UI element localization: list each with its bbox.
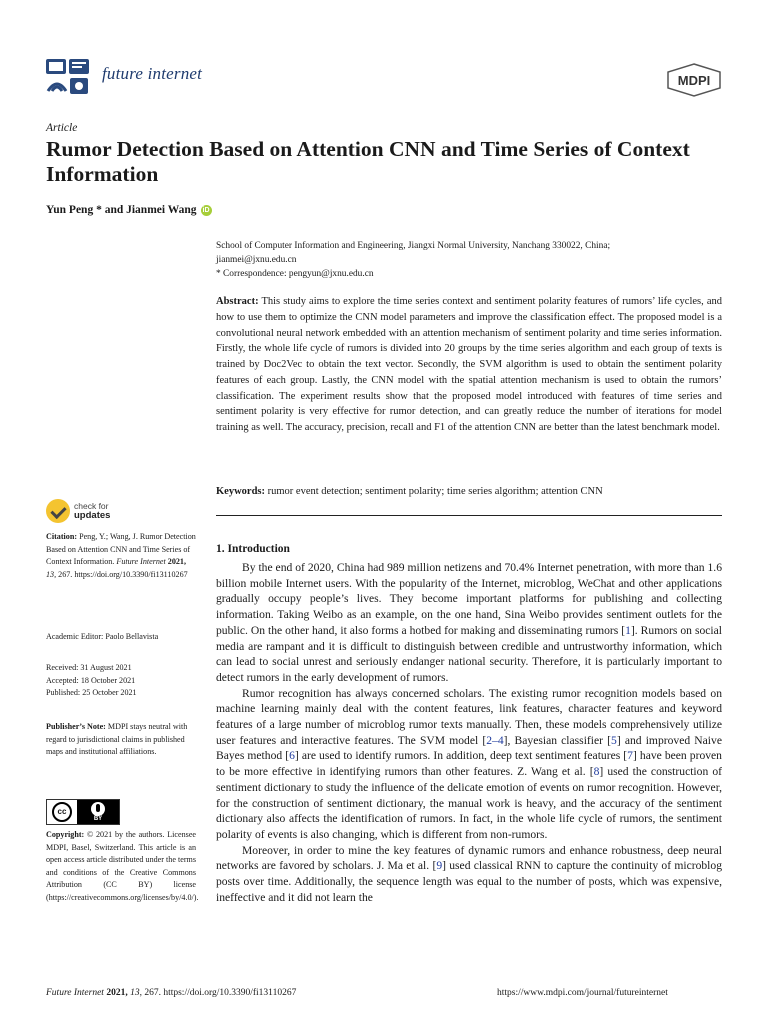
check-line-1: check for <box>74 501 109 511</box>
mdpi-logo[interactable] <box>666 63 722 97</box>
cc-icon: cc <box>52 802 72 822</box>
orcid-icon[interactable]: iD <box>202 206 210 214</box>
dates <box>46 662 196 700</box>
journal-name: future internet <box>102 64 203 83</box>
citation-link[interactable]: 7 <box>627 749 633 763</box>
citation-link[interactable]: 1 <box>625 623 631 637</box>
citation-link[interactable]: 6 <box>289 749 295 763</box>
divider <box>216 515 722 516</box>
citation-journal: Future Internet <box>116 557 166 567</box>
publisher-note <box>46 721 196 759</box>
citation-text: Peng, Y.; Wang, J. Rumor Detection Based on Attention CNN and Time Series of Context Information. <box>46 532 196 567</box>
citation-link[interactable]: 5 <box>611 733 617 747</box>
footer-journal: Future Internet <box>46 988 104 998</box>
correspondence: * Correspondence: pengyun@jxnu.edu.cn <box>216 269 374 279</box>
citation-link[interactable]: 9 <box>436 859 443 873</box>
received-date: Received: 31 August 2021 <box>46 663 132 672</box>
paragraph: By the end of 2020, China had 989 million netizens and 70.4% Internet penetration, with more than 1.6 billion mobile Internet users. With the popularity of the Internet, microblog, WeChat and other applications gradually occupy people’s lives. They become important platforms for publishing and collecting information. Taking Weibo as an example, on the one hand, Sina Weibo provides sentiment outlets for the public. On the other hand, it also forms a hotbed for making and disseminating rumors [1]. Rumors on social media are rampant and it is difficult to distinguish between credible and untrustworthy information, which can lead to social unrest and seriously endanger national security. Therefore, it is particularly important to detect rumors in the early development of rumors. <box>216 561 722 684</box>
author-names: Yun Peng * and Jianmei Wang <box>46 204 197 216</box>
affiliation <box>216 239 726 281</box>
affiliation-email[interactable]: jianmei@jxnu.edu.cn <box>216 255 297 265</box>
citation-link[interactable]: 8 <box>593 765 600 779</box>
footer-journal-url[interactable]: https://www.mdpi.com/journal/futureinternet <box>497 988 668 998</box>
affiliation-line: School of Computer Information and Engineering, Jiangxi Normal University, Nanchang 330022, China; <box>216 241 611 251</box>
published-date: Published: 25 October 2021 <box>46 688 137 698</box>
footer-citation <box>46 988 296 998</box>
check-icon <box>46 499 70 523</box>
keywords-label: Keywords: <box>216 486 265 497</box>
body-text <box>216 560 722 905</box>
keywords-text: rumor event detection; sentiment polarity; time series algorithm; attention CNN <box>267 486 603 497</box>
section-heading: 1. Introduction <box>216 543 290 555</box>
cc-by-license-badge[interactable] <box>46 799 120 825</box>
paragraph: Moreover, in order to mine the key features of dynamic rumors and enhance robustness, deep neural networks are favored by scholars. J. Ma et al. [9] used classical RNN to capture the continuity of microblog posts over time. Additionally, the sequence length was equal to the number of posts, which was expensive, ineffective and it did not learn the <box>216 843 722 904</box>
citation-year: 2021, <box>167 557 186 567</box>
citation-label: Citation: <box>46 532 78 541</box>
copyright <box>46 829 199 905</box>
citation-link[interactable]: 2–4 <box>486 733 504 747</box>
publisher-note-text: MDPI stays neutral with regard to jurisdictional claims in published maps and institutional affiliations. <box>46 722 188 757</box>
footer-year: 2021, <box>106 988 128 998</box>
keywords <box>216 484 722 499</box>
abstract-text: This study aims to explore the time series context and sentiment polarity features of rumors’ life cycles, and how to use them to optimize the CNN model parameters and improve the classification effect. The proposed model is a convolutional neural network embedded with an attention mechanism of sentiment polarity and time series information. Firstly, the whole life cycle of rumors is divided into 20 groups by the time series algorithm and each group of texts is trained by Doc2Vec to obtain the text vector. Secondly, the SVM algorithm is used to obtain the sentiment polarity features of each group. Lastly, the CNN model with the spatial attention mechanism is used to obtain the rumors’ classification. The experiment results show that the proposed model introduced with features of time series and sentiment polarity is very effective for rumor detection, and can greatly reduce the number of iterations for model training as well. The accuracy, precision, recall and F1 of the attention CNN are better than the latest benchmark model. <box>216 296 722 433</box>
citation-volume: 13, <box>46 569 57 579</box>
abstract-label: Abstract: <box>216 296 259 307</box>
article-type: Article <box>46 122 78 134</box>
copyright-text: © 2021 by the authors. Licensee MDPI, Basel, Switzerland. This article is an open access article distributed under the terms and conditions of the Creative Commons Attribution (CC BY) license (https://creativecommons.org/licenses/by/4.0/). <box>46 830 199 902</box>
mdpi-logo-text: MDPI <box>677 73 711 88</box>
paragraph: Rumor recognition has always concerned scholars. The existing rumor recognition models based on machine learning mainly deal with the content features, link features, character features and keyword features of a large number of microblog rumor texts manually. Then, these models comprehensively utilize user features and interactive features. The SVM model [2–4], Bayesian classifier [5] and improved Naive Bayes method [6] are used to identify rumors. In addition, deep text sentiment features [7] have been proven to be more effective in identifying rumors than other features. Z. Wang et al. [8] used the construction of sentiment dictionary to study the influence of the delicate emotion of events on rumor recognition. However, for the construction of sentiment dictionary, the manual work is heavy, and the accuracy of the sentiment dictionary also affects the identification of rumors. In fact, in the whole life cycle of rumors, the sentiment polarity of events is also changing, which is different from non-rumors. <box>216 686 722 841</box>
accepted-date: Accepted: 18 October 2021 <box>46 675 136 685</box>
footer-doi[interactable]: 267. https://doi.org/10.3390/fi13110267 <box>144 988 297 998</box>
attribution-icon <box>91 802 105 816</box>
publisher-note-label: Publisher’s Note: <box>46 722 106 731</box>
footer-volume: 13, <box>130 988 142 998</box>
citation-doi[interactable]: 267. https://doi.org/10.3390/fi13110267 <box>58 569 188 579</box>
journal-logo-icon <box>45 57 95 97</box>
academic-editor: Academic Editor: Paolo Bellavista <box>46 632 159 641</box>
check-for-updates-button[interactable] <box>46 499 110 523</box>
copyright-label: Copyright: <box>46 830 85 839</box>
check-for-updates-label <box>74 502 110 520</box>
cc-by-label: BY <box>93 816 103 822</box>
article-title: Rumor Detection Based on Attention CNN and Time Series of Context Information <box>46 137 690 186</box>
citation <box>46 531 196 581</box>
authors <box>46 204 212 216</box>
abstract <box>216 294 722 436</box>
check-line-2: updates <box>74 510 111 521</box>
